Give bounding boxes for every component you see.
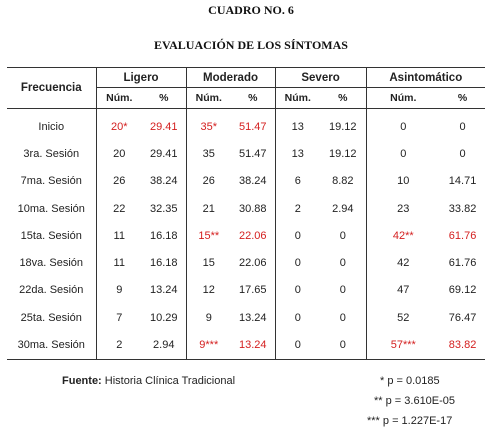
- cell-num: 9***: [186, 331, 231, 359]
- table-row: [7, 277, 485, 304]
- cell-num: 15: [202, 257, 215, 270]
- table-number: CUADRO NO. 6: [208, 3, 294, 17]
- cell-num: 20*: [110, 120, 128, 133]
- cell-pct: 32.35: [142, 195, 186, 222]
- cell-num: 11: [113, 257, 125, 270]
- header-pct: %: [142, 88, 186, 109]
- cell-pct: 69.12: [448, 284, 477, 297]
- cell-pct: 38.24: [231, 168, 275, 195]
- cell-num: 11: [113, 229, 125, 242]
- cell-pct: 51.47: [231, 140, 275, 167]
- cell-pct: 13.24: [142, 277, 186, 304]
- cell-num: 20: [113, 147, 126, 160]
- header-frecuencia: Frecuencia: [7, 68, 96, 109]
- table-title: EVALUACIÓN DE LOS SÍNTOMAS: [154, 38, 348, 52]
- cell-pct: 0: [320, 331, 366, 359]
- cell-num: 2: [294, 202, 301, 215]
- header-group-moderado: Moderado: [186, 68, 275, 88]
- cell-num: 15**: [198, 229, 220, 242]
- p-value-note: ** p = 3.610E-05: [374, 395, 456, 407]
- p-value-note: *** p = 1.227E-17: [367, 415, 453, 427]
- cell-num: 42**: [392, 229, 414, 242]
- table-row: [7, 168, 485, 195]
- cell-num: 0: [400, 120, 407, 133]
- cell-pct: 17.65: [231, 277, 275, 304]
- cell-pct: 0: [320, 249, 366, 276]
- header-pct: %: [231, 88, 275, 109]
- header-num: Núm.: [96, 88, 142, 109]
- row-label: 3ra. Sesión: [7, 140, 96, 167]
- p-value-note: * p = 0.0185: [380, 375, 440, 387]
- cell-pct: 10.29: [142, 304, 186, 331]
- cell-num: 26: [202, 175, 215, 188]
- cell-pct: 16.18: [142, 249, 186, 276]
- cell-num: 0: [294, 257, 301, 270]
- cell-pct: 29.41: [142, 109, 186, 141]
- header-num: Núm.: [186, 88, 231, 109]
- cell-num: 7: [116, 311, 123, 324]
- cell-pct: 33.82: [448, 202, 477, 215]
- cell-pct: 0: [320, 277, 366, 304]
- cell-pct: 19.12: [320, 109, 366, 141]
- header-pct: %: [440, 88, 485, 109]
- header-group-ligero: Ligero: [96, 68, 186, 88]
- cell-num: 0: [294, 229, 301, 242]
- row-label: Inicio: [7, 109, 96, 141]
- cell-pct: 0: [459, 120, 466, 133]
- cell-pct: 16.18: [142, 222, 186, 249]
- row-label: 22da. Sesión: [7, 277, 96, 304]
- row-label: 18va. Sesión: [7, 249, 96, 276]
- cell-pct: 30.88: [231, 195, 275, 222]
- row-label: 25ta. Sesión: [7, 304, 96, 331]
- cell-num: 52: [397, 311, 410, 324]
- cell-pct: 0: [320, 304, 366, 331]
- cell-num: 9: [205, 311, 212, 324]
- cell-pct: 0: [459, 147, 466, 160]
- cell-num: 2: [96, 331, 142, 359]
- cell-num: 35*: [200, 120, 218, 133]
- cell-pct: 13.24: [231, 304, 275, 331]
- header-num: Núm.: [275, 88, 320, 109]
- cell-pct: 29.41: [142, 140, 186, 167]
- cell-pct: 13.24: [231, 331, 275, 359]
- header-group-severo: Severo: [275, 68, 366, 88]
- row-label: 7ma. Sesión: [7, 168, 96, 195]
- cell-pct: 14.71: [448, 175, 477, 188]
- cell-num: 0: [294, 284, 301, 297]
- cell-pct: 8.82: [320, 168, 366, 195]
- cell-pct: 2.94: [320, 195, 366, 222]
- cell-num: 10: [397, 175, 410, 188]
- cell-pct: 22.06: [231, 249, 275, 276]
- header-pct: %: [320, 88, 366, 109]
- cell-pct: 22.06: [231, 222, 275, 249]
- cell-num: 21: [202, 202, 215, 215]
- cell-pct: 61.76: [448, 257, 477, 270]
- cell-num: 13: [291, 120, 304, 133]
- row-label: 15ta. Sesión: [7, 222, 96, 249]
- cell-pct: 76.47: [448, 311, 477, 324]
- header-group-asintomatico: Asintomático: [366, 68, 485, 88]
- header-num: Núm.: [366, 88, 440, 109]
- cell-pct: 0: [320, 222, 366, 249]
- cell-num: 23: [397, 202, 410, 215]
- symptom-evaluation-table: [7, 67, 485, 360]
- cell-num: 22: [113, 202, 126, 215]
- cell-num: 13: [291, 147, 304, 160]
- cell-num: 0: [400, 147, 407, 160]
- cell-pct: 83.82: [440, 331, 485, 359]
- cell-pct: 19.12: [320, 140, 366, 167]
- row-label: 10ma. Sesión: [7, 195, 96, 222]
- cell-num: 0: [275, 331, 320, 359]
- cell-num: 57***: [366, 331, 440, 359]
- table-row: [7, 331, 485, 359]
- table-row: [7, 249, 485, 276]
- cell-pct: 61.76: [448, 229, 477, 242]
- cell-num: 47: [397, 284, 410, 297]
- table-row: [7, 140, 485, 167]
- cell-num: 9: [116, 284, 123, 297]
- source-note: [62, 375, 235, 387]
- cell-num: 12: [202, 284, 215, 297]
- table-row: [7, 222, 485, 249]
- row-label: 30ma. Sesión: [7, 331, 96, 359]
- cell-num: 0: [294, 311, 301, 324]
- source-label: Fuente:: [62, 375, 102, 387]
- table-row: [7, 195, 485, 222]
- cell-pct: 38.24: [142, 168, 186, 195]
- table-row: [7, 109, 485, 141]
- source-text: Historia Clínica Tradicional: [101, 375, 236, 387]
- table-row: [7, 304, 485, 331]
- cell-num: 26: [113, 175, 126, 188]
- cell-pct: 2.94: [142, 331, 186, 359]
- cell-num: 35: [202, 147, 215, 160]
- cell-num: 42: [397, 257, 410, 270]
- cell-pct: 51.47: [231, 109, 275, 141]
- cell-num: 6: [294, 175, 301, 188]
